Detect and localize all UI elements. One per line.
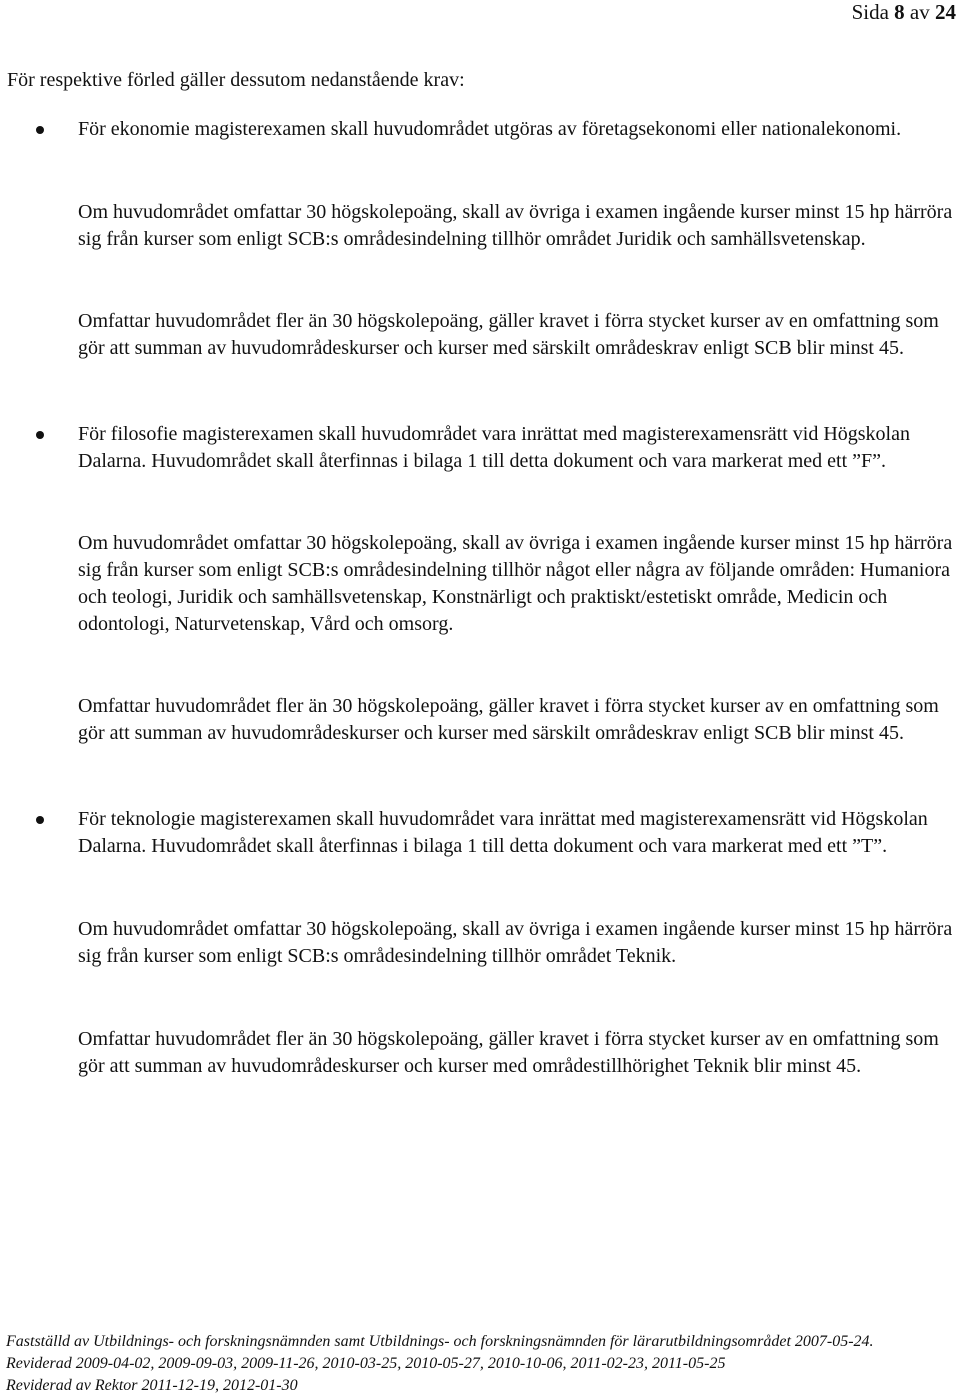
page-separator: av — [909, 0, 930, 24]
bullet-icon — [36, 816, 44, 824]
total-pages: 24 — [935, 0, 956, 24]
footer-line-2: Reviderad 2009-04-02, 2009-09-03, 2009-11-26, 2010-03-25, 2010-05-27, 2010-10-06, 2011-02-23, 2011-05-25 — [6, 1355, 726, 1372]
footer-line-1: Fastställd av Utbildnings- och forskningsnämnden samt Utbildnings- och forskningsnämnden för lärarutbildningsområdet 2007-05-24. — [6, 1333, 874, 1350]
ekonomi-paragraph-2: Omfattar huvudområdet fler än 30 högskolepoäng, gäller kravet i förra stycket kurser av en omfattning som gör att summan av huvudområdeskurser och kurser med särskilt områdeskrav enligt SCB blir minst 45. — [78, 310, 939, 359]
intro-text: För respektive förled gäller dessutom nedanstående krav: — [7, 69, 465, 91]
ekonomi-bullet-text: För ekonomie magisterexamen skall huvudområdet utgöras av företagsekonomi eller nationalekonomi. — [78, 118, 902, 140]
ekonomi-paragraph-1: Om huvudområdet omfattar 30 högskolepoäng, skall av övriga i examen ingående kurser minst 15 hp härröra sig från kurser som enligt SCB:s områdesindelning tillhör området Juridik och samhällsvetenskap. — [78, 201, 953, 250]
teknologie-paragraph-2: Omfattar huvudområdet fler än 30 högskolepoäng, gäller kravet i förra stycket kurser av en omfattning som gör att summan av huvudområdeskurser och kurser med områdestillhörighet Teknik blir minst 45. — [78, 1028, 939, 1077]
filosofie-paragraph-2: Omfattar huvudområdet fler än 30 högskolepoäng, gäller kravet i förra stycket kurser av en omfattning som gör att summan av huvudområdeskurser och kurser med särskilt områdeskrav enligt SCB blir minst 45. — [78, 695, 939, 744]
footer-line-3: Reviderad av Rektor 2011-12-19, 2012-01-30 — [6, 1377, 298, 1394]
filosofie-bullet-text: För filosofie magisterexamen skall huvudområdet vara inrättat med magisterexamensrätt vid Högskolan Dalarna. Huvudområdet skall återfinnas i bilaga 1 till detta dokument och vara markerat med ett ”F”. — [78, 423, 910, 472]
teknologie-bullet-text: För teknologie magisterexamen skall huvudområdet vara inrättat med magisterexamensrätt vid Högskolan Dalarna. Huvudområdet skall återfinnas i bilaga 1 till detta dokument och vara markerat med ett ”T”. — [78, 808, 928, 857]
page-label: Sida — [851, 0, 889, 24]
teknologie-paragraph-1: Om huvudområdet omfattar 30 högskolepoäng, skall av övriga i examen ingående kurser minst 15 hp härröra sig från kurser som enligt SCB:s områdesindelning tillhör området Teknik. — [78, 918, 953, 967]
bullet-icon — [36, 126, 44, 134]
page-header — [852, 0, 956, 24]
bullet-icon — [36, 431, 44, 439]
page-footer — [6, 1331, 956, 1397]
filosofie-paragraph-1: Om huvudområdet omfattar 30 högskolepoäng, skall av övriga i examen ingående kurser minst 15 hp härröra sig från kurser som enligt SCB:s områdesindelning tillhör något eller några av följande områden: Humaniora och teologi, Juridik och samhällsvetenskap, Konstnärligt och praktiskt/estetiskt område, Medicin och odontologi, Naturvetenskap, Vård och omsorg. — [78, 532, 953, 635]
page-number: 8 — [894, 0, 905, 24]
